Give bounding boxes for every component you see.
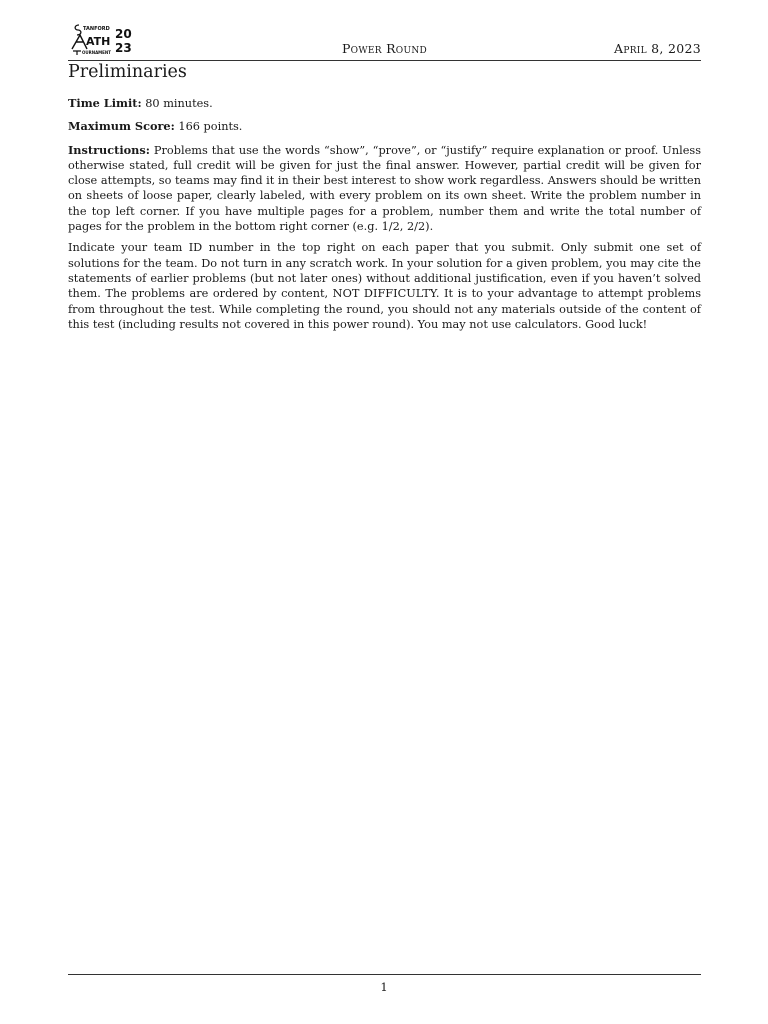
maximum-score-value: 166 points. xyxy=(178,120,243,134)
instructions-paragraph-2 xyxy=(68,240,701,332)
page-header xyxy=(68,20,701,61)
instructions-paragraph-1 xyxy=(68,143,701,235)
logo-year-bottom: 23 xyxy=(115,41,132,55)
logo-year-top: 20 xyxy=(115,27,132,41)
logo-math-text: ATH xyxy=(86,35,111,48)
instructions-label: Instructions: xyxy=(68,142,150,157)
maximum-score-line xyxy=(68,119,701,134)
logo-s-mark xyxy=(75,25,81,35)
running-title: Power Round xyxy=(341,41,428,56)
logo-stanford-text: TANFORD xyxy=(83,26,110,32)
maximum-score-label: Maximum Score: xyxy=(68,119,175,134)
header-date: April 8, 2023 xyxy=(614,41,701,56)
instructions-text-1: Problems that use the words “show”, “prove”, or “justify” require explanation or proof. Unless otherwise stated, full credit will be given for just the final answer. However, partial credit will be given for close attempts, so teams may find it in their best interest to show work regardless. Answers should be written on sheets of loose paper, clearly labeled, with every problem on its own sheet. Write the problem number in the top left corner. If you have multiple pages for a problem, number them and write the total number of pages for the problem in the bottom right corner (e.g. 1/2, 2/2). xyxy=(68,143,701,234)
preliminaries-body xyxy=(68,96,701,338)
footer-rule xyxy=(68,974,701,975)
time-limit-value: 80 minutes. xyxy=(145,97,213,110)
section-title: Preliminaries xyxy=(68,62,187,82)
time-limit-line xyxy=(68,96,701,111)
instructions-text-2: Indicate your team ID number in the top right on each paper that you submit. Only submit one set of solutions for the team. Do not turn in any scratch work. In your solution for a given problem, you may cite the statements of earlier problems (but not later ones) without additional justification, even if you haven’t solved them. The problems are ordered by content, NOT DIFFICULTY. It is to your advantage to attempt problems from throughout the test. While completing the round, you should not any materials outside of the content of this test (including results not covered in this power round). You may not use calculators. Good luck! xyxy=(68,241,701,331)
time-limit-label: Time Limit: xyxy=(68,96,142,110)
logo-tournament-text: OURNAMENT xyxy=(82,50,111,55)
page-number: 1 xyxy=(380,980,388,994)
